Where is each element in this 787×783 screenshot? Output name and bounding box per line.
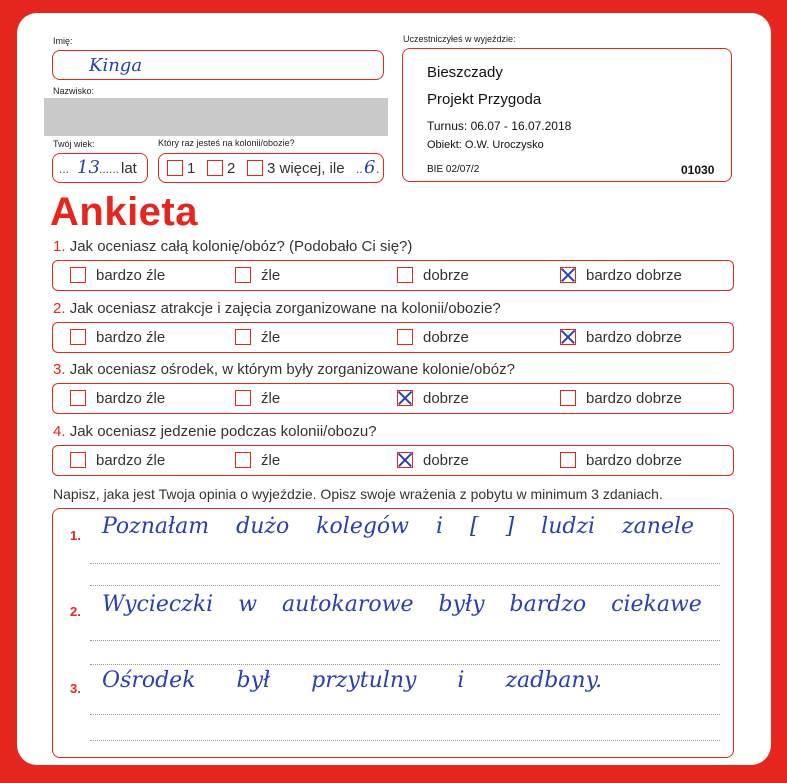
answer-option-label: źle bbox=[261, 329, 281, 346]
answer-option-label: bardzo dobrze bbox=[586, 267, 682, 284]
age-suffix: lat bbox=[121, 160, 137, 177]
trip-code: BIE 02/07/2 bbox=[427, 164, 480, 175]
age-value: 13 bbox=[77, 157, 100, 178]
answer-checkbox[interactable] bbox=[235, 390, 251, 406]
times-count-value: 6 bbox=[364, 157, 376, 178]
answer-option-label: bardzo dobrze bbox=[586, 452, 682, 469]
question-label: Jak oceniasz ośrodek, w którym były zorganizowane kolonie/obóz? bbox=[69, 361, 515, 378]
answer-option-label: bardzo źle bbox=[96, 390, 166, 407]
surname-label: Nazwisko: bbox=[53, 86, 95, 96]
name-value: Kinga bbox=[89, 55, 143, 76]
answer-checkbox[interactable] bbox=[70, 390, 86, 406]
age-field[interactable] bbox=[52, 153, 148, 183]
opinion-line-3: Ośrodek był przytulny i zadbany. bbox=[102, 668, 603, 693]
answer-option-label: bardzo źle bbox=[96, 267, 166, 284]
times-checkbox-1[interactable] bbox=[167, 160, 183, 176]
opinion-line-number-1: 1. bbox=[70, 528, 81, 543]
question-number: 2. bbox=[53, 300, 66, 317]
answer-checkbox[interactable] bbox=[397, 267, 413, 283]
surname-redaction bbox=[44, 98, 388, 136]
answer-checkbox[interactable] bbox=[397, 390, 413, 406]
opinion-line-2: Wycieczki w autokarowe były bardzo ciekawe bbox=[102, 592, 702, 617]
answer-checkbox[interactable] bbox=[560, 267, 576, 283]
rule bbox=[90, 563, 720, 564]
question-number: 3. bbox=[53, 361, 66, 378]
answer-option-label: źle bbox=[261, 390, 281, 407]
question-number: 1. bbox=[53, 238, 66, 255]
answer-option-label: dobrze bbox=[423, 267, 469, 284]
times-option-1: 1 bbox=[187, 160, 196, 177]
question-number: 4. bbox=[53, 423, 66, 440]
answer-checkbox[interactable] bbox=[560, 329, 576, 345]
question-label: Jak oceniasz atrakcje i zajęcia zorganizowane na kolonii/obozie? bbox=[69, 300, 501, 317]
rule bbox=[90, 664, 720, 665]
answer-checkbox[interactable] bbox=[397, 452, 413, 468]
question-text bbox=[53, 423, 377, 440]
rule bbox=[90, 714, 720, 715]
name-label: Imię: bbox=[53, 36, 73, 46]
answer-checkbox[interactable] bbox=[70, 452, 86, 468]
times-checkbox-2[interactable] bbox=[207, 160, 223, 176]
trip-place: Bieszczady bbox=[427, 64, 503, 81]
trip-project: Projekt Przygoda bbox=[427, 91, 542, 108]
which-time-label: Który raz jesteś na kolonii/obozie? bbox=[158, 138, 295, 148]
answer-option-label: dobrze bbox=[423, 390, 469, 407]
answer-checkbox[interactable] bbox=[235, 452, 251, 468]
opinion-line-number-2: 2. bbox=[70, 604, 81, 619]
age-label: Twój wiek: bbox=[53, 139, 95, 149]
question-text bbox=[53, 361, 515, 378]
answer-option-label: dobrze bbox=[423, 452, 469, 469]
times-option-2: 2 bbox=[227, 160, 236, 177]
answer-checkbox[interactable] bbox=[235, 329, 251, 345]
answer-option-label: bardzo dobrze bbox=[586, 329, 682, 346]
trip-object: Obiekt: O.W. Uroczysko bbox=[427, 139, 544, 151]
times-field bbox=[158, 153, 384, 183]
times-count-dots-end: . bbox=[376, 162, 380, 176]
name-field[interactable] bbox=[52, 50, 384, 80]
age-dots: ... bbox=[59, 162, 70, 176]
times-count-dots: .. bbox=[356, 162, 363, 176]
answer-option-label: bardzo dobrze bbox=[586, 390, 682, 407]
answer-option-label: źle bbox=[261, 267, 281, 284]
rule bbox=[90, 585, 720, 586]
answer-option-label: bardzo źle bbox=[96, 452, 166, 469]
age-dots-after: ...... bbox=[99, 162, 120, 176]
question-text bbox=[53, 300, 501, 317]
times-option-3: 3 więcej, ile bbox=[267, 160, 345, 177]
question-label: Jak oceniasz całą kolonię/obóz? (Podobało Ci się?) bbox=[69, 238, 413, 255]
answer-checkbox[interactable] bbox=[70, 329, 86, 345]
answer-checkbox[interactable] bbox=[560, 452, 576, 468]
trip-info-box bbox=[402, 48, 732, 182]
opinion-prompt: Napisz, jaka jest Twoja opinia o wyjeździe. Opisz swoje wrażenia z pobytu w minimum 3 zdaniach. bbox=[53, 486, 663, 502]
rule bbox=[90, 740, 720, 741]
answer-checkbox[interactable] bbox=[235, 267, 251, 283]
trip-label: Uczestniczyłeś w wyjeździe: bbox=[403, 34, 516, 44]
answer-option-label: źle bbox=[261, 452, 281, 469]
question-text bbox=[53, 238, 412, 255]
survey-title: Ankieta bbox=[50, 190, 198, 234]
opinion-line-number-3: 3. bbox=[70, 681, 81, 696]
question-label: Jak oceniasz jedzenie podczas kolonii/obozu? bbox=[69, 423, 377, 440]
trip-turnus: Turnus: 06.07 - 16.07.2018 bbox=[427, 119, 572, 133]
rule bbox=[90, 640, 720, 641]
answer-checkbox[interactable] bbox=[70, 267, 86, 283]
answer-option-label: dobrze bbox=[423, 329, 469, 346]
answer-option-label: bardzo źle bbox=[96, 329, 166, 346]
answer-checkbox[interactable] bbox=[560, 390, 576, 406]
opinion-box[interactable] bbox=[52, 508, 734, 758]
answer-checkbox[interactable] bbox=[397, 329, 413, 345]
trip-number: 01030 bbox=[681, 163, 715, 177]
opinion-line-1: Poznałam dużo kolegów i [ ] ludzi zanele bbox=[102, 514, 695, 539]
times-checkbox-3[interactable] bbox=[247, 160, 263, 176]
